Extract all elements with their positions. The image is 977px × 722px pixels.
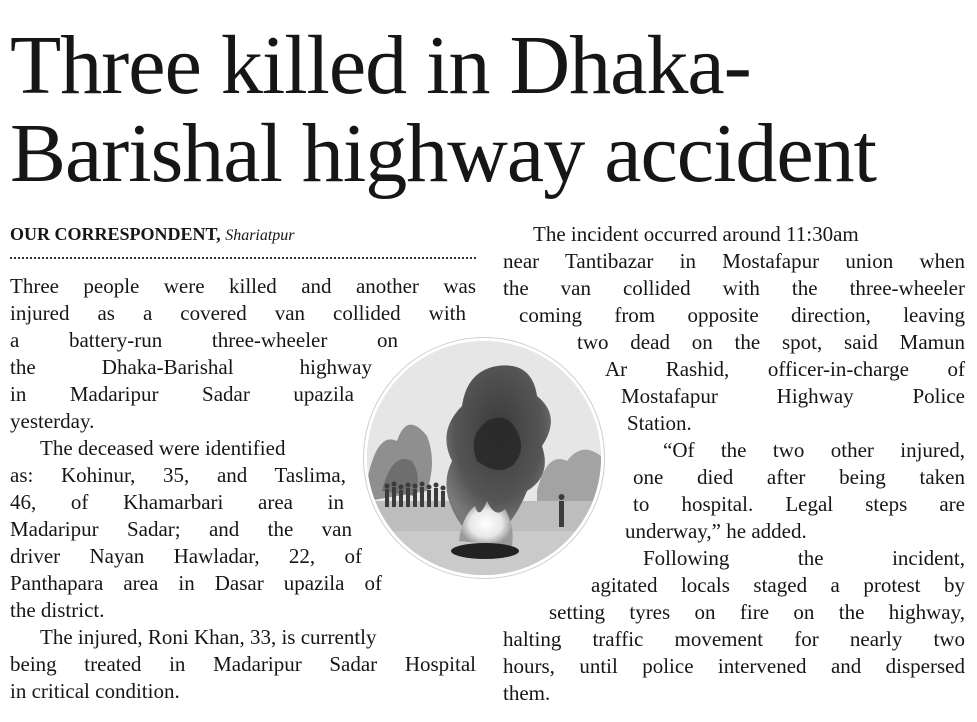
right-line-8: Station. bbox=[627, 411, 692, 435]
left-line-5: in Madaripur Sadar upazila bbox=[10, 382, 354, 406]
left-line-14: The injured, Roni Khan, 33, is currently bbox=[40, 625, 377, 649]
right-line-18: them. bbox=[503, 681, 551, 705]
right-line-3: the van collided with the three-wheeler bbox=[503, 276, 965, 300]
left-line-9: 46, of Khamarbari area in bbox=[10, 490, 344, 514]
right-line-12: underway,” he added. bbox=[625, 519, 807, 543]
right-line-7: Mostafapur Highway Police bbox=[621, 384, 965, 408]
left-line-15: being treated in Madaripur Sadar Hospital bbox=[10, 652, 476, 676]
right-line-2: near Tantibazar in Mostafapur union when bbox=[503, 249, 965, 273]
right-line-15: setting tyres on fire on the highway, bbox=[549, 600, 965, 624]
byline-location: Shariatpur bbox=[225, 227, 295, 244]
left-line-11: driver Nayan Hawladar, 22, of bbox=[10, 544, 362, 568]
left-line-13: the district. bbox=[10, 598, 105, 622]
left-line-12: Panthapara area in Dasar upazila of bbox=[10, 571, 382, 595]
left-line-7: The deceased were identified bbox=[40, 436, 286, 460]
right-line-9: “Of the two other injured, bbox=[663, 438, 965, 462]
headline bbox=[10, 19, 970, 200]
photo-burning-tyres bbox=[451, 543, 519, 559]
byline-correspondent: OUR CORRESPONDENT, bbox=[10, 224, 221, 244]
right-line-14: agitated locals staged a protest by bbox=[591, 573, 965, 597]
right-line-5: two dead on the spot, said Mamun bbox=[577, 330, 965, 354]
right-line-10: one died after being taken bbox=[633, 465, 965, 489]
right-line-4: coming from opposite direction, leaving bbox=[519, 303, 965, 327]
right-line-17: hours, until police intervened and dispersed bbox=[503, 654, 965, 678]
byline bbox=[10, 222, 476, 248]
left-line-8: as: Kohinur, 35, and Taslima, bbox=[10, 463, 346, 487]
photo-illustration bbox=[367, 341, 601, 575]
headline-line-1: Three killed in Dhaka- bbox=[10, 19, 751, 112]
right-line-11: to hospital. Legal steps are bbox=[633, 492, 965, 516]
headline-line-2: Barishal highway accident bbox=[10, 107, 877, 200]
right-line-13: Following the incident, bbox=[643, 546, 965, 570]
left-line-2: injured as a covered van collided with bbox=[10, 301, 466, 325]
byline-divider bbox=[10, 257, 476, 259]
right-line-1: The incident occurred around 11:30am bbox=[533, 222, 859, 246]
left-line-16: in critical condition. bbox=[10, 679, 180, 703]
left-line-6: yesterday. bbox=[10, 409, 95, 433]
burning-tyres-photo bbox=[364, 338, 604, 578]
left-line-10: Madaripur Sadar; and the van bbox=[10, 517, 352, 541]
left-line-1: Three people were killed and another was bbox=[10, 274, 476, 298]
left-line-3: a battery-run three-wheeler on bbox=[10, 328, 398, 352]
right-line-16: halting traffic movement for nearly two bbox=[503, 627, 965, 651]
right-line-6: Ar Rashid, officer-in-charge of bbox=[605, 357, 965, 381]
left-line-4: the Dhaka-Barishal highway bbox=[10, 355, 372, 379]
